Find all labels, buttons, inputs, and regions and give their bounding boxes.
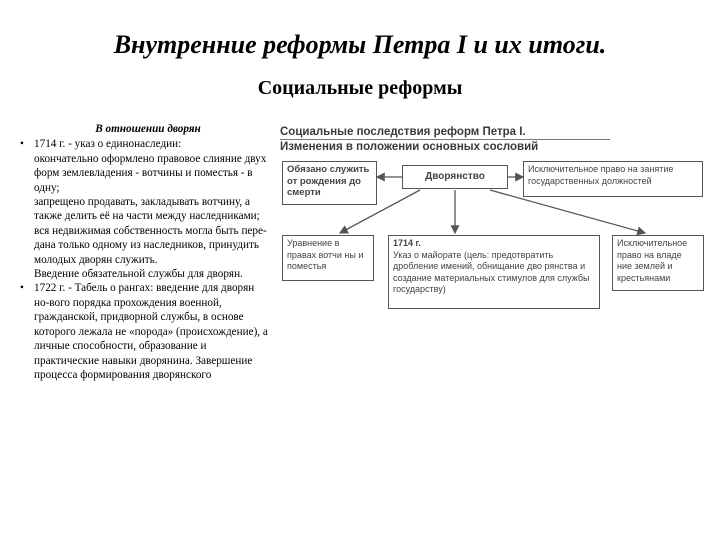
decree-box: [388, 235, 600, 309]
list-item-text: вся недвижимая собственность могла быть пере-дана только одному из наследников, принудить молодых дворян служить.: [34, 224, 267, 266]
list-item: [20, 281, 270, 382]
equal-rights-box: Уравнение в правах вотчи ны и поместья: [282, 235, 374, 281]
social-consequences-diagram: [280, 125, 710, 325]
list-item-text: Введение обязательной службы для дворян.: [34, 268, 243, 281]
list-item-text: запрещено продавать, закладывать вотчину, а также делить её на части между наследниками;: [34, 196, 260, 223]
right-top-box: Исключительное право на занятие государственных должностей: [523, 161, 703, 197]
bullet-icon: •: [20, 282, 24, 295]
bullet-icon: •: [20, 138, 24, 151]
page-title: Внутренние реформы Петра I и их итоги.: [113, 30, 607, 59]
diagram-title-line: Социальные последствия реформ Петра I.: [280, 126, 526, 138]
diagram-title-line: Изменения в положении основных сословий: [280, 139, 610, 154]
right-bottom-box: Исключительное право на владе ние землей и крестьянами: [612, 235, 704, 291]
list-item-text: 1714 г. - указ о единонаследии:: [34, 138, 182, 151]
nobility-reforms-text: [20, 122, 270, 382]
duty-box: Обязано служить от рождения до смерти: [282, 161, 377, 205]
list-item: [20, 137, 270, 151]
page-subtitle: Социальные реформы: [257, 77, 463, 99]
list-item-text: окончательно оформлено правовое слияние двух форм землевладения - вотчины и поместья - в одну;: [34, 152, 267, 194]
decree-text: Указ о майорате (цель: предотвратить дробление имений, обнищание дво рянства и создание материальных стимулов для службы государству): [393, 249, 590, 294]
decree-year: 1714 г.: [393, 238, 421, 248]
nobility-box: Дворянство: [402, 165, 508, 189]
list-item-text: 1722 г. - Табель о рангах: введение для дворян но-вого порядка прохождения военной, гражданской, придворной службы, в основе которого лежала не «порода» (происхождение), а личные способности, образование и практические навыки дворянина. Завершение процесса формирования дворянского: [34, 282, 268, 381]
left-heading: В отношении дворян: [95, 123, 201, 135]
